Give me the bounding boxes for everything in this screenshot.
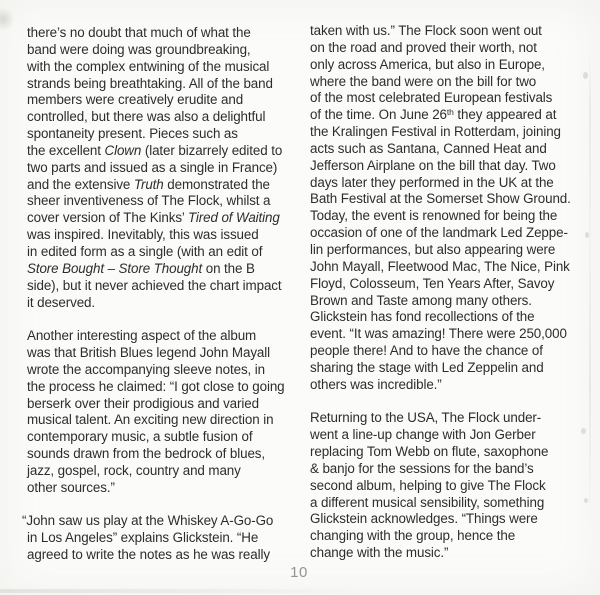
text-line: days later they performed in the UK at the xyxy=(310,174,554,190)
text-line: a different musical sensibility, something xyxy=(310,494,545,510)
text-line: cover version of The Kinks’ Tired of Waiting xyxy=(27,210,280,226)
superscript-text: th xyxy=(446,107,454,118)
text-line: members were creatively erudite and xyxy=(27,92,244,108)
text-line: sharing the stage with Led Zeppelin and xyxy=(310,359,544,375)
text-line: Brown and Taste among many others. xyxy=(310,292,532,308)
text-line: of the most celebrated European festivals xyxy=(310,90,553,106)
text-line: where the band were on the bill for two xyxy=(310,73,537,89)
text-line: berserk over their prodigious and varied xyxy=(27,395,259,411)
text-line: sheer inventiveness of The Flock, whilst a xyxy=(27,193,271,209)
text-line: “John saw us play at the Whiskey A-Go-Go xyxy=(22,513,274,529)
text-line: Jefferson Airplane on the bill that day. Two xyxy=(310,157,556,173)
scan-streak xyxy=(0,589,370,593)
scan-smudge xyxy=(0,2,20,36)
text-line: people there! And to have the chance of xyxy=(310,343,543,359)
text-line: the process he claimed: “I got close to going xyxy=(27,378,285,394)
text-line: musical talent. An exciting new direction in xyxy=(27,412,274,428)
text-line: replacing Tom Webb on flute, saxophone xyxy=(310,444,549,460)
italic-text: Truth xyxy=(133,176,164,192)
text-line: in edited form as a single (with an edit of xyxy=(27,243,263,259)
text-line: with the complex entwining of the musical xyxy=(27,58,270,74)
text-line: and the extensive Truth demonstrated the xyxy=(27,176,270,192)
text-line: side), but it never achieved the chart impact xyxy=(27,277,282,293)
text-line: the Kralingen Festival in Rotterdam, joining xyxy=(310,124,561,140)
text-column-left xyxy=(22,25,307,564)
text-line: occasion of one of the landmark Led Zeppe- xyxy=(310,225,568,241)
text-line: Bath Festival at the Somerset Show Ground. xyxy=(310,191,571,207)
text-line: in Los Angeles” explains Glickstein. “He xyxy=(27,530,259,546)
text-line: Store Bought – Store Thought on the B xyxy=(27,260,255,276)
text-line: the excellent Clown (later bizarrely edited to xyxy=(27,142,283,158)
text-line: there’s no doubt that much of what the xyxy=(27,25,251,40)
text-line: change with the music.” xyxy=(310,545,449,561)
italic-text: Store Bought – Store Thought xyxy=(27,260,203,276)
text-line: event. “It was amazing! There were 250,000 xyxy=(310,326,567,342)
text-line: went a line-up change with Jon Gerber xyxy=(310,427,536,443)
text-line: spontaneity present. Pieces such as xyxy=(27,126,238,142)
text-line: wrote the accompanying sleeve notes, in xyxy=(27,361,266,377)
text-line: taken with us.” The Flock soon went out xyxy=(310,23,542,38)
text-line: was inspired. Inevitably, this was issued xyxy=(27,227,259,243)
paragraph xyxy=(310,23,595,394)
text-line: Today, the event is renowned for being the xyxy=(310,208,558,224)
text-line: second album, helping to give The Flock xyxy=(310,477,546,493)
text-line: sounds drawn from the bedrock of blues, xyxy=(27,446,266,462)
text-line: Glickstein acknowledges. “Things were xyxy=(310,511,538,527)
text-line: other sources.” xyxy=(27,479,115,495)
text-line: of the time. On June 26th they appeared at xyxy=(310,107,557,123)
text-line: Another interesting aspect of the album xyxy=(27,328,257,344)
paragraph xyxy=(310,410,595,562)
text-line: Returning to the USA, The Flock under- xyxy=(310,410,542,426)
text-line: & banjo for the sessions for the band’s xyxy=(310,460,534,476)
text-line: lin performances, but also appearing were xyxy=(310,241,556,257)
text-line: on the road and proved their worth, not xyxy=(310,39,537,55)
text-line: John Mayall, Fleetwood Mac, The Nice, Pink xyxy=(310,258,570,274)
text-line: acts such as Santana, Canned Heat and xyxy=(310,140,547,156)
page-number: 10 xyxy=(290,564,308,581)
text-line: contemporary music, a subtle fusion of xyxy=(27,429,253,445)
paragraph xyxy=(27,25,307,311)
paragraph xyxy=(27,328,307,496)
italic-text: Tired of Waiting xyxy=(187,210,280,226)
text-line: jazz, gospel, rock, country and many xyxy=(27,462,241,478)
text-line: changing with the group, hence the xyxy=(310,528,516,544)
text-line: controlled, but there was also a delightful xyxy=(27,109,266,125)
paragraph xyxy=(22,513,307,564)
text-line: Glickstein has fond recollections of the xyxy=(310,309,535,325)
text-line: it deserved. xyxy=(27,294,96,310)
text-line: Floyd, Colosseum, Ten Years After, Savoy xyxy=(310,275,555,291)
text-column-right xyxy=(310,23,595,562)
italic-text: Clown xyxy=(104,142,142,158)
text-line: was that British Blues legend John Mayall xyxy=(27,345,271,361)
text-line: band were doing was groundbreaking, xyxy=(27,41,251,57)
text-line: two parts and issued as a single in France) xyxy=(27,159,278,175)
text-line: others was incredible.” xyxy=(310,376,442,392)
text-line: agreed to write the notes as he was really xyxy=(27,547,270,563)
text-line: only across America, but also in Europe, xyxy=(310,56,545,72)
text-line: strands being breathtaking. All of the band xyxy=(27,75,273,91)
